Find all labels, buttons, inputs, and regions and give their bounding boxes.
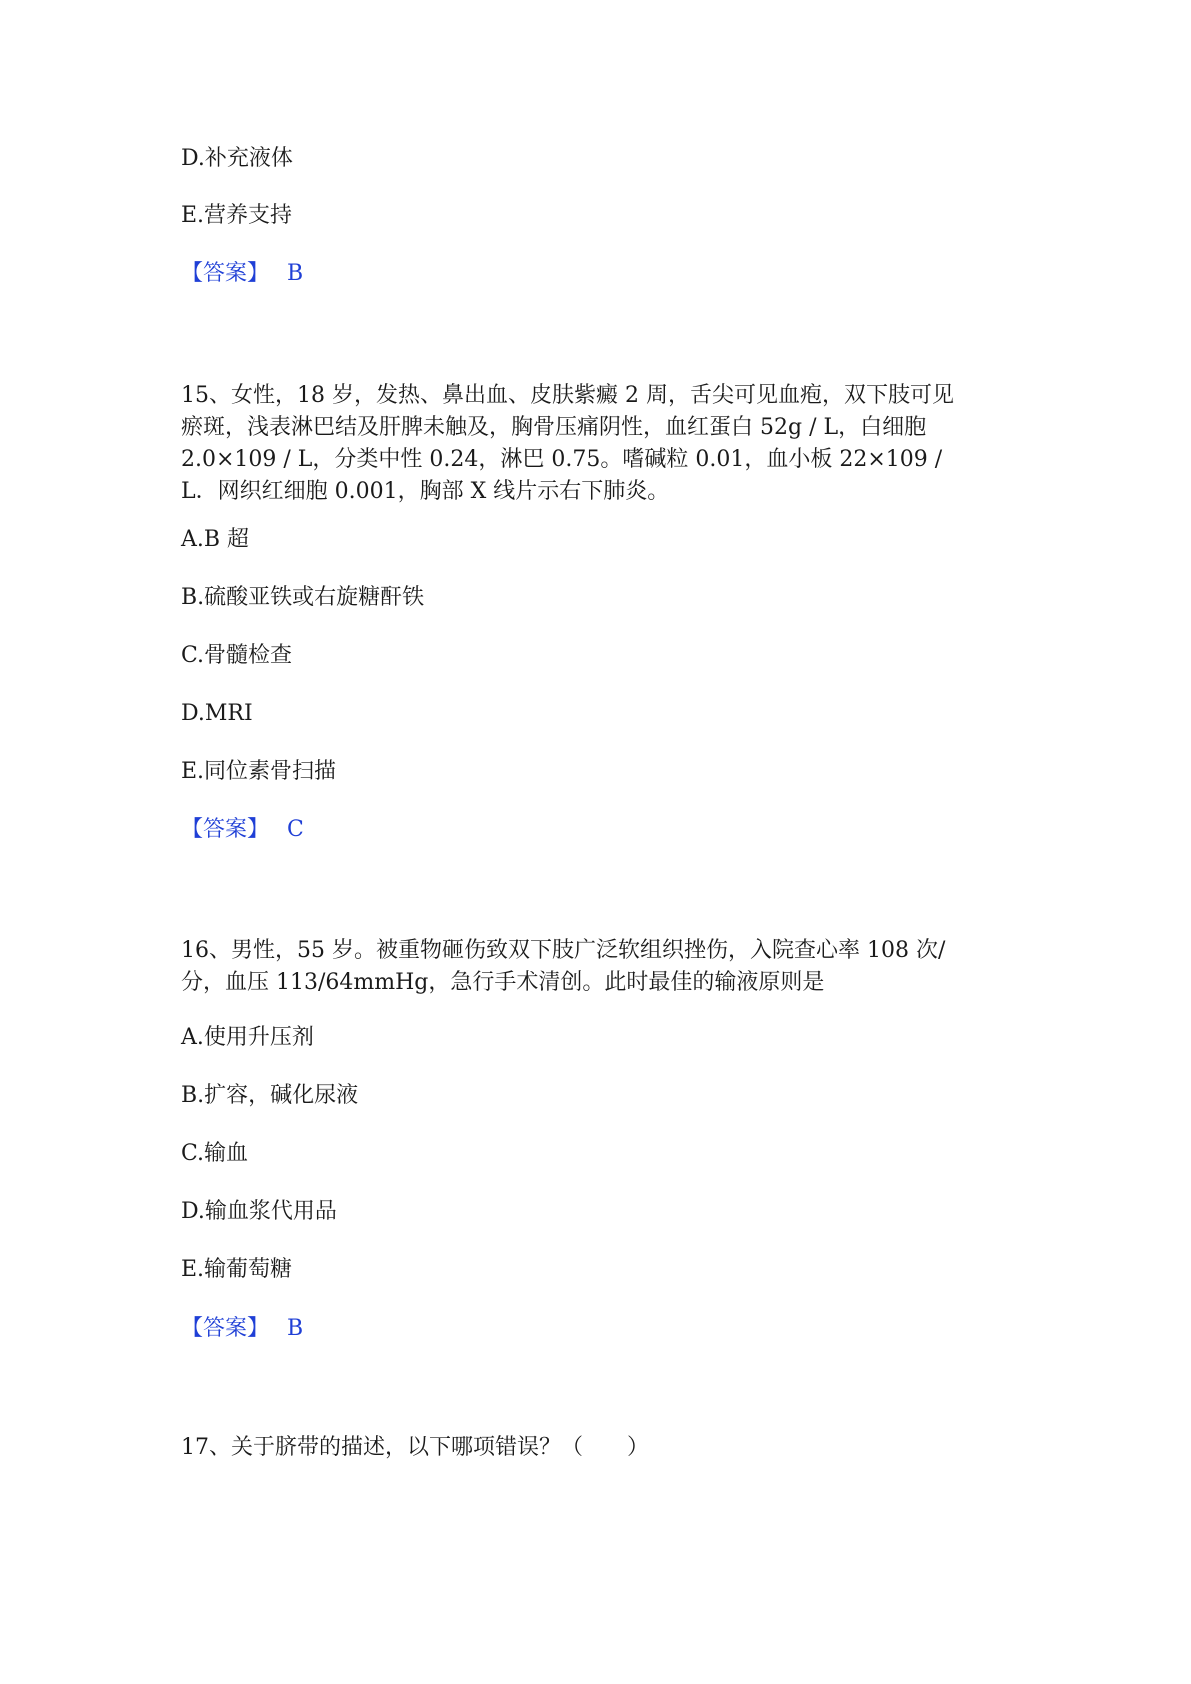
- q15-option-e: E.同位素骨扫描: [181, 759, 337, 784]
- q16-option-e: E.输葡萄糖: [181, 1257, 293, 1282]
- q14-option-d: D.补充液体: [181, 146, 293, 171]
- q16-option-c: C.输血: [181, 1141, 249, 1166]
- q16-option-d: D.输血浆代用品: [181, 1199, 337, 1224]
- q15-stem-line: L．网织红细胞 0.001，胸部 X 线片示右下肺炎。: [181, 479, 670, 504]
- q14-answer: [181, 258, 303, 290]
- q15-stem-line: 瘀斑，浅表淋巴结及肝脾未触及，胸骨压痛阴性，血红蛋白 52g / L，白细胞: [181, 415, 927, 440]
- q15-stem: [181, 380, 1011, 508]
- q15-answer: [181, 814, 304, 846]
- q15-option-c: C.骨髓检查: [181, 643, 293, 668]
- answer-label: 【答案】: [181, 261, 270, 286]
- answer-label: 【答案】: [181, 1316, 270, 1341]
- q14-option-e: E.营养支持: [181, 203, 293, 228]
- answer-value: B: [287, 1316, 304, 1341]
- q15-option-a: A.B 超: [181, 527, 250, 552]
- q16-answer: [181, 1313, 303, 1345]
- answer-value: B: [287, 261, 304, 286]
- q16-option-b: B.扩容，碱化尿液: [181, 1083, 359, 1108]
- q16-stem-line: 分，血压 113/64mmHg，急行手术清创。此时最佳的输液原则是: [181, 970, 825, 995]
- q15-stem-line: 2.0×109 / L，分类中性 0.24，淋巴 0.75。嗜碱粒 0.01，血小板 22×109 /: [181, 447, 943, 472]
- answer-label: 【答案】: [181, 817, 270, 842]
- q16-stem: [181, 935, 1011, 999]
- q16-stem-line: 16、男性，55 岁。被重物砸伤致双下肢广泛软组织挫伤，入院查心率 108 次/: [181, 938, 946, 963]
- q15-stem-line: 15、女性，18 岁，发热、鼻出血、皮肤紫癜 2 周，舌尖可见血疱，双下肢可见: [181, 383, 954, 408]
- q17-stem: 17、关于脐带的描述，以下哪项错误？（ ）: [181, 1435, 649, 1460]
- q16-option-a: A.使用升压剂: [181, 1025, 314, 1050]
- q15-option-b: B.硫酸亚铁或右旋糖酐铁: [181, 585, 425, 610]
- answer-value: C: [287, 817, 304, 842]
- q15-option-d: D.MRI: [181, 701, 253, 726]
